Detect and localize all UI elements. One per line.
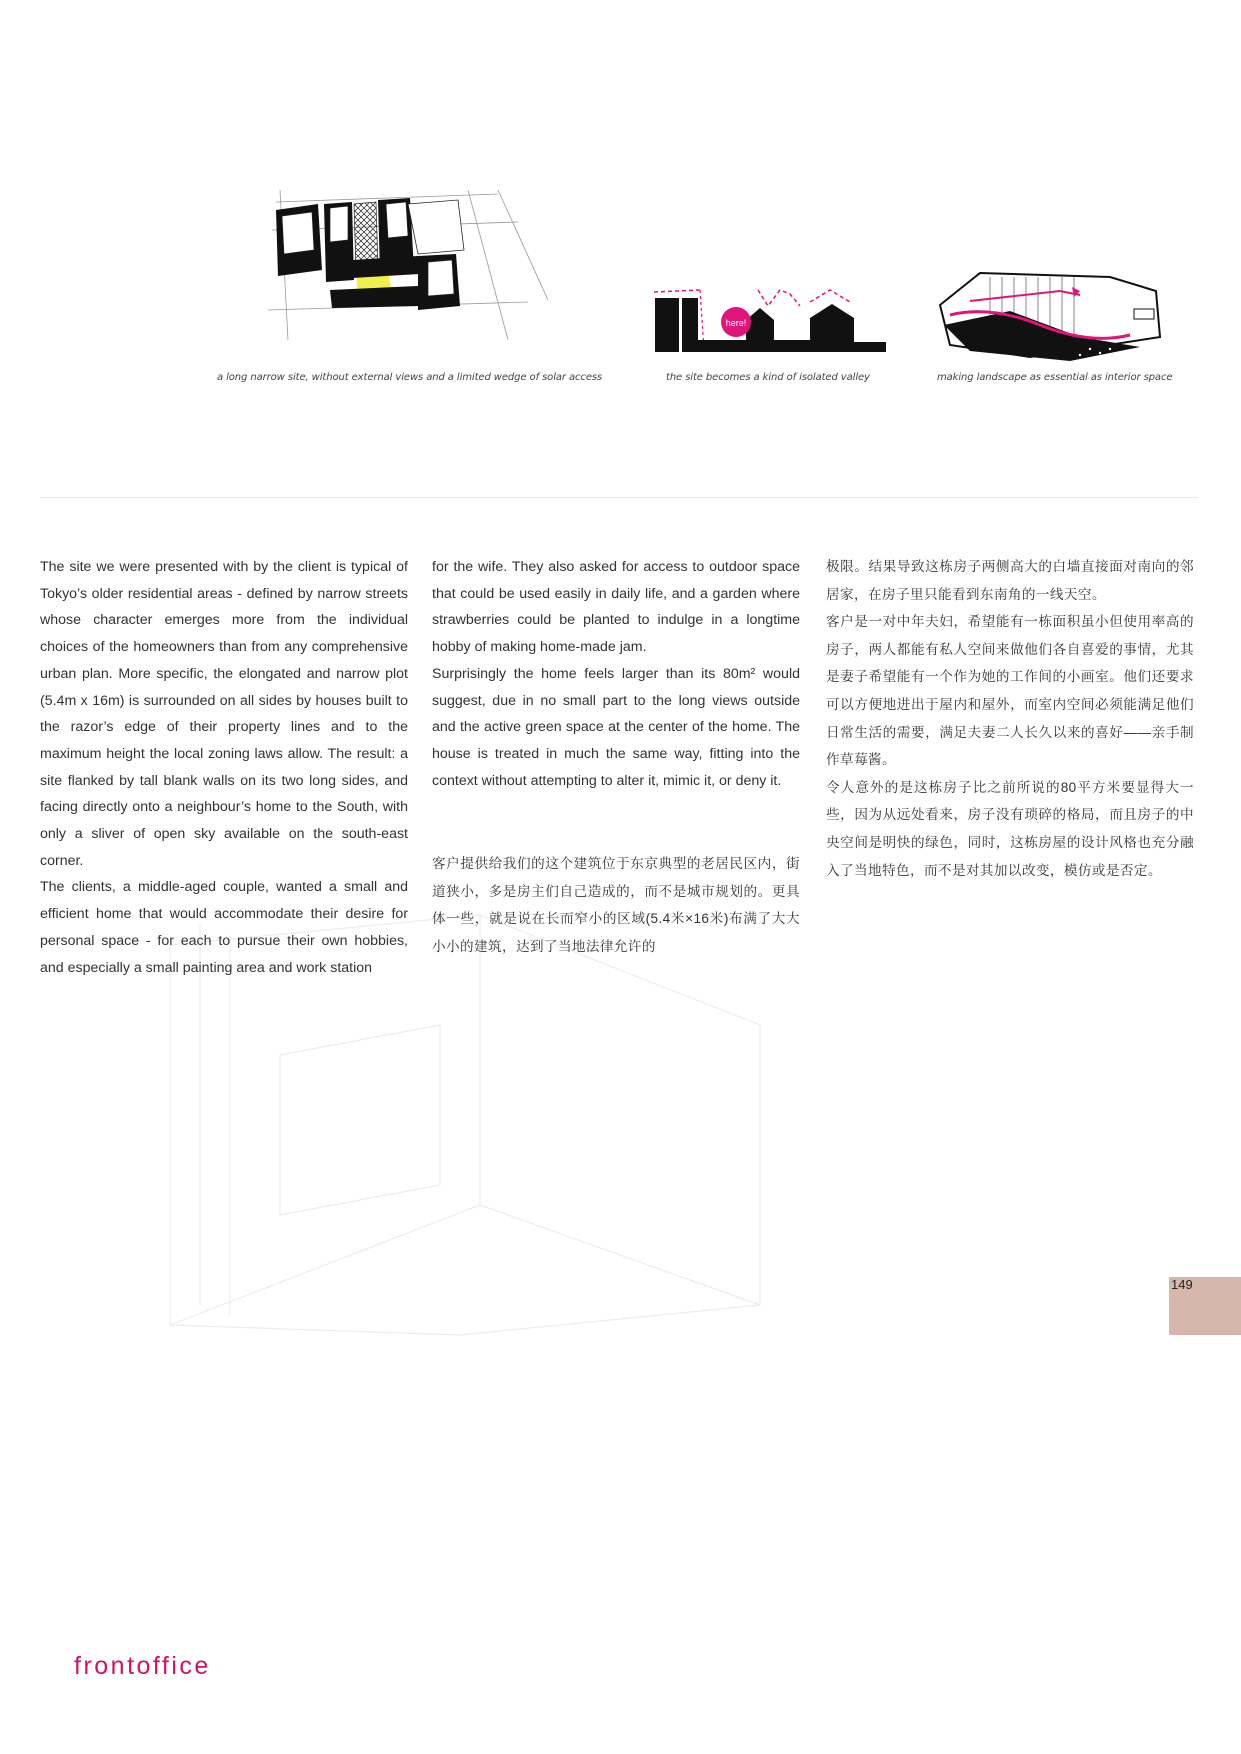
here-marker: here!	[725, 318, 747, 328]
body-paragraph: The clients, a middle-aged couple, wanted a small and efficient home that would accommodate their desire for personal space - for each to pursue their own hobbies, and especially a small painting area and work station	[40, 879, 408, 976]
landscape-axo-figure	[930, 265, 1190, 365]
brand-wordmark: frontoffice	[74, 1652, 211, 1680]
text-column-3	[826, 553, 1194, 884]
page-number: 149	[1171, 1277, 1193, 1292]
figure-caption: the site becomes a kind of isolated valley	[666, 372, 870, 383]
text-column-2	[432, 554, 800, 794]
body-paragraph: Surprisingly the home feels larger than its 80m² would suggest, due in no small part to the long views outside and the active green space at the center of the home. The house is treated in much the same way, fitting into the context without attempting to alter it, mimic it, or deny it.	[432, 665, 800, 789]
body-paragraph-cn: 极限。结果导致这栋房子两侧高大的白墙直接面对南向的邻居家，在房子里只能看到东南角的一线天空。	[826, 559, 1194, 602]
site-plan-figure	[268, 190, 548, 350]
valley-section-figure	[650, 280, 890, 355]
body-paragraph-cn: 客户是一对中年夫妇，希望能有一栋面积虽小但使用率高的房子，两人都能有私人空间来做他们各自喜爱的事情，尤其是妻子希望能有一个作为她的工作间的小画室。他们还要求可以方便地进出于屋内和屋外，而室内空间必须能满足他们日常生活的需要，满足夫妻二人长久以来的喜好——亲手制作草莓酱。	[826, 614, 1194, 768]
figure-caption: making landscape as essential as interior space	[937, 372, 1173, 383]
text-column-1	[40, 554, 408, 981]
text-column-2-chinese	[432, 850, 800, 960]
body-paragraph: for the wife. They also asked for access to outdoor space that could be used easily in daily life, and a garden where strawberries could be planted to indulge in a longtime hobby of making home-made jam.	[432, 559, 800, 656]
body-paragraph: The site we were presented with by the client is typical of Tokyo’s older residential areas - defined by narrow streets whose character emerges more from the individual choices of the homeowners than from any comprehensive urban plan. More specific, the elongated and narrow plot (5.4m x 16m) is surrounded on all sides by houses built to the razor’s edge of their property lines and to the maximum height the local zoning laws allow. The result: a site flanked by tall blank walls on its two long sides, and facing directly onto a neighbour’s home to the South, with only a sliver of open sky available on the south-east corner.	[40, 559, 408, 869]
divider	[40, 497, 1198, 498]
body-paragraph-cn: 令人意外的是这栋房子比之前所说的80平方米要显得大一些，因为从远处看来，房子没有琐碎的格局，而且房子的中央空间是明快的绿色，同时，这栋房屋的设计风格也充分融入了当地特色，而不是对其加以改变，模仿或是否定。	[826, 779, 1194, 878]
figure-caption: a long narrow site, without external views and a limited wedge of solar access	[217, 372, 603, 383]
body-paragraph-cn: 客户提供给我们的这个建筑位于东京典型的老居民区内，街道狭小，多是房主们自己造成的，而不是城市规划的。更具体一些，就是说在长而窄小的区域(5.4米×16米)布满了大大小小的建筑，达到了当地法律允许的	[432, 856, 800, 954]
